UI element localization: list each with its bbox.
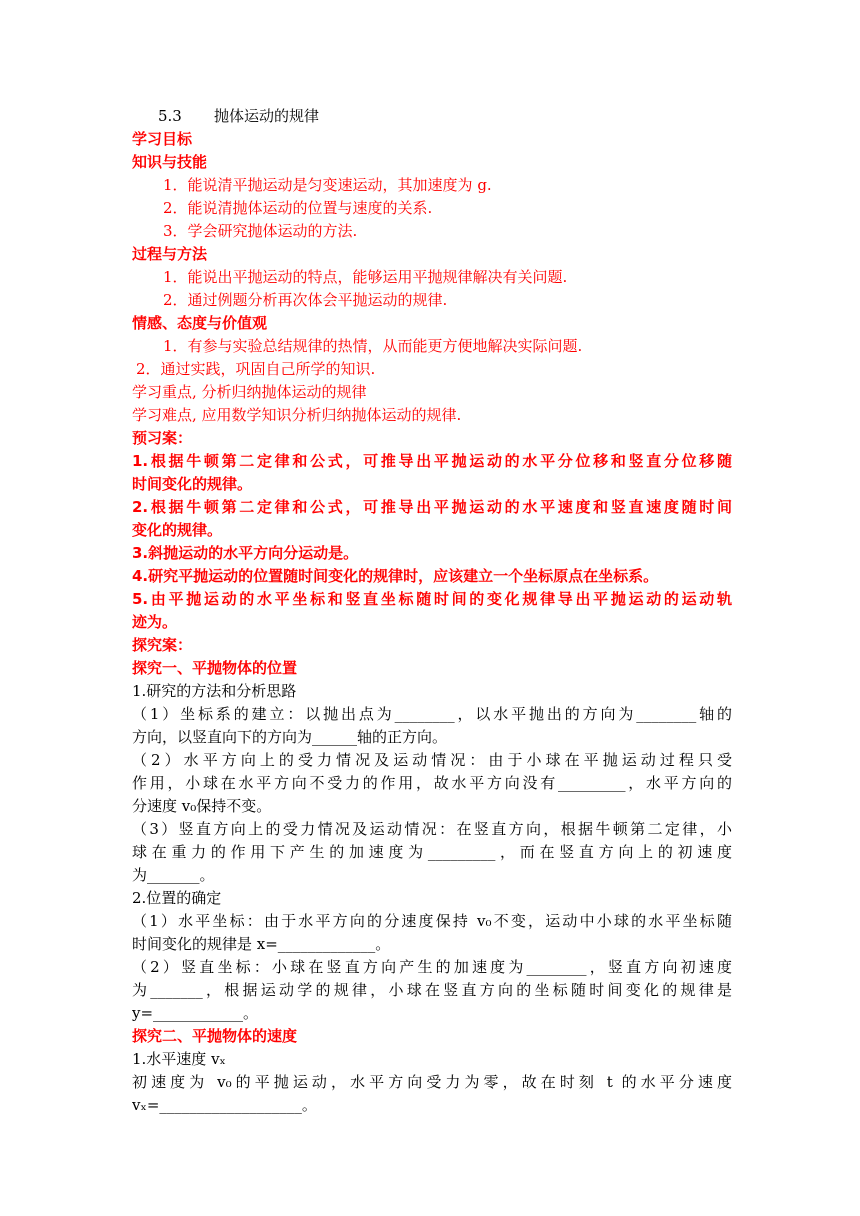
goal-item: 1．有参与实验总结规律的热情，从而能更方便地解决实际问题. bbox=[163, 337, 583, 355]
paragraph-line: 作用，小球在水平方向不受力的作用，故水平方向没有_________，水平方向的 bbox=[132, 774, 732, 792]
subheading: 1.研究的方法和分析思路 bbox=[132, 682, 297, 700]
paragraph-line: 初速度为 v₀的平抛运动，水平方向受力为零，故在时刻 t 的水平分速度 bbox=[132, 1073, 732, 1091]
paragraph-line: （2）水平方向上的受力情况及运动情况：由于小球在平抛运动过程只受 bbox=[132, 751, 732, 769]
heading-learning-goals: 学习目标 bbox=[132, 130, 193, 148]
preview-item: 1.根据牛顿第二定律和公式，可推导出平抛运动的水平分位移和竖直分位移随 bbox=[132, 452, 732, 470]
goal-item: 1．能说清平抛运动是匀变速运动，其加速度为 g. bbox=[163, 176, 492, 194]
goal-item: 3．学会研究抛体运动的方法. bbox=[163, 222, 358, 240]
paragraph-line: y=____________。 bbox=[132, 1004, 259, 1022]
difficult-point: 学习难点, 应用数学知识分析归纳抛体运动的规律. bbox=[132, 406, 462, 424]
goal-item: 2．能说清抛体运动的位置与速度的关系. bbox=[163, 199, 433, 217]
section-number: 5.3 bbox=[158, 107, 182, 125]
heading-process-method: 过程与方法 bbox=[132, 245, 208, 263]
paragraph-line: 为_______，根据运动学的规律，小球在竖直方向的坐标随时间变化的规律是 bbox=[132, 981, 732, 999]
paragraph-line: 分速度 v₀保持不变。 bbox=[132, 797, 272, 815]
goal-item: 2．通过实践，巩固自己所学的知识. bbox=[136, 360, 376, 378]
heading-attitude-values: 情感、态度与价值观 bbox=[132, 314, 268, 332]
section-title bbox=[158, 105, 758, 128]
heading-explore: 探究案： bbox=[132, 636, 193, 654]
paragraph-line: （1）坐标系的建立：以抛出点为________，以水平抛出的方向为________轴的 bbox=[132, 705, 732, 723]
preview-item: 5.由平抛运动的水平坐标和竖直坐标随时间的变化规律导出平抛运动的运动轨 bbox=[132, 590, 732, 608]
key-point: 学习重点, 分析归纳抛体运动的规律 bbox=[132, 383, 367, 401]
preview-item-cont: 迹为。 bbox=[132, 613, 178, 631]
paragraph-line: 为_______。 bbox=[132, 866, 215, 884]
paragraph-line: 时间变化的规律是 x=_____________。 bbox=[132, 935, 391, 953]
heading-explore-2: 探究二、平抛物体的速度 bbox=[132, 1027, 298, 1045]
preview-item: 2.根据牛顿第二定律和公式，可推导出平抛运动的水平速度和竖直速度随时间 bbox=[132, 498, 732, 516]
paragraph-line: 球在重力的作用下产生的加速度为_________，而在竖直方向上的初速度 bbox=[132, 843, 732, 861]
preview-item-cont: 变化的规律。 bbox=[132, 521, 223, 539]
heading-explore-1: 探究一、平抛物体的位置 bbox=[132, 659, 298, 677]
section-title-text: 抛体运动的规律 bbox=[214, 107, 320, 125]
subheading: 2.位置的确定 bbox=[132, 889, 222, 907]
paragraph-line: （3）竖直方向上的受力情况及运动情况：在竖直方向，根据牛顿第二定律，小 bbox=[132, 820, 732, 838]
paragraph-line: （1）水平坐标：由于水平方向的分速度保持 v₀不变，运动中小球的水平坐标随 bbox=[132, 912, 732, 930]
paragraph-line: vₓ=___________________。 bbox=[132, 1096, 317, 1114]
heading-knowledge-skills: 知识与技能 bbox=[132, 153, 208, 171]
preview-item: 4.研究平抛运动的位置随时间变化的规律时，应该建立一个坐标原点在坐标系。 bbox=[132, 567, 659, 585]
heading-preview: 预习案： bbox=[132, 429, 193, 447]
goal-item: 1．能说出平抛运动的特点，能够运用平抛规律解决有关问题. bbox=[163, 268, 568, 286]
subheading: 1.水平速度 vₓ bbox=[132, 1050, 226, 1068]
preview-item-cont: 时间变化的规律。 bbox=[132, 475, 253, 493]
paragraph-line: 方向，以竖直向下的方向为______轴的正方向。 bbox=[132, 728, 448, 746]
paragraph-line: （2）竖直坐标：小球在竖直方向产生的加速度为________，竖直方向初速度 bbox=[132, 958, 732, 976]
goal-item: 2．通过例题分析再次体会平抛运动的规律. bbox=[163, 291, 448, 309]
preview-item: 3.斜抛运动的水平方向分运动是。 bbox=[132, 544, 359, 562]
